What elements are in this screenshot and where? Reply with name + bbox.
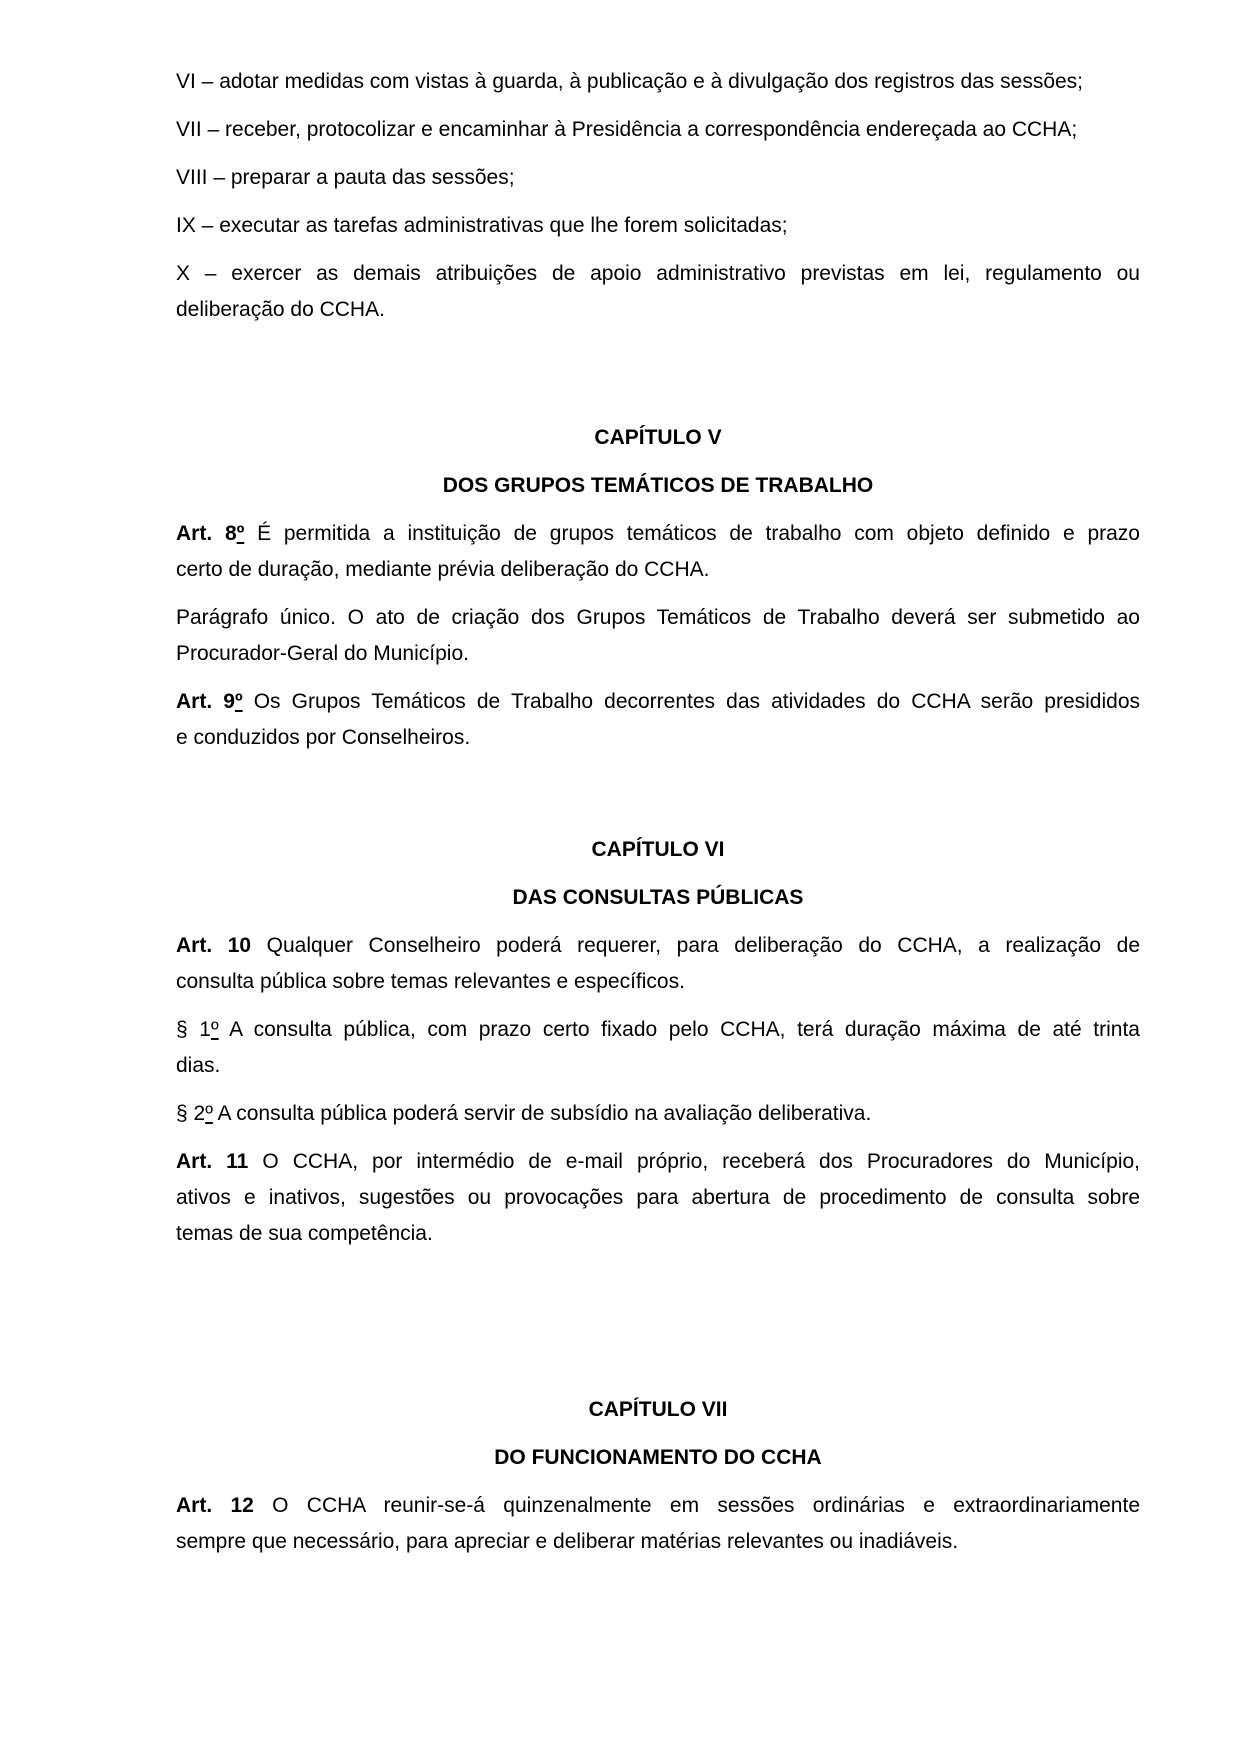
text-line: temas de sua competência. [176, 1222, 433, 1245]
text-line: Procurador-Geral do Município. [176, 642, 469, 665]
text-run: A consulta pública, com prazo certo fixado pelo CCHA, terá duração máxima de até trinta [218, 1018, 1140, 1041]
paragraph-2-clause [176, 1096, 1140, 1132]
vertical-spacer [176, 340, 1140, 420]
article-10-label: Art. 10 [176, 934, 252, 957]
list-item-vii: VII – receber, protocolizar e encaminhar à Presidência a correspondência endereçada ao CCHA; [176, 118, 1078, 141]
article-12-label: Art. 12 [176, 1494, 254, 1517]
text-run: É permitida a instituição de grupos temáticos de trabalho com objeto definido e prazo [244, 522, 1140, 545]
text-line: sempre que necessário, para apreciar e deliberar matérias relevantes ou inadiáveis. [176, 1530, 959, 1553]
ordinal-indicator: º [210, 1018, 219, 1041]
text-run: O CCHA, por intermédio de e-mail próprio, receberá dos Procuradores do Município, [248, 1150, 1141, 1173]
text-line: consulta pública sobre temas relevantes e específicos. [176, 970, 685, 993]
text-line: X – exercer as demais atribuições de apoio administrativo previstas em lei, regulamento ou [176, 262, 1140, 285]
text-line: certo de duração, mediante prévia deliberação do CCHA. [176, 558, 710, 581]
chapter-6-title: CAPÍTULO VI [591, 838, 725, 861]
text-run: A consulta pública poderá servir de subsídio na avaliação deliberativa. [212, 1102, 872, 1125]
text-line: e conduzidos por Conselheiros. [176, 726, 471, 749]
paragraph-2-label: § 2 [176, 1102, 206, 1125]
text-line [176, 1488, 1140, 1524]
text-line: Parágrafo único. O ato de criação dos Grupos Temáticos de Trabalho deverá ser submetido ao [176, 606, 1140, 629]
vertical-spacer [176, 768, 1140, 832]
article-9-paragraph [176, 684, 1140, 756]
sole-paragraph [176, 600, 1140, 672]
text-run: O CCHA reunir-se-á quinzenalmente em sessões ordinárias e extraordinariamente [253, 1494, 1140, 1517]
list-item-x [176, 256, 1140, 328]
chapter-6-subtitle: DAS CONSULTAS PÚBLICAS [512, 886, 804, 909]
text-line [176, 684, 1140, 720]
text-line [176, 1012, 1140, 1048]
paragraph-1-clause [176, 1012, 1140, 1084]
article-10-paragraph [176, 928, 1140, 1000]
article-9-label: Art. 9 [176, 690, 235, 713]
article-12-paragraph [176, 1488, 1140, 1560]
ordinal-indicator: º [205, 1102, 213, 1125]
list-item-vi: VI – adotar medidas com vistas à guarda, à publicação e à divulgação dos registros das sessões; [176, 70, 1084, 93]
paragraph-1-label: § 1 [176, 1018, 211, 1041]
article-8-paragraph [176, 516, 1140, 588]
text-line: dias. [176, 1054, 221, 1077]
list-item-ix: IX – executar as tarefas administrativas que lhe forem solicitadas; [176, 214, 788, 237]
text-run: Qualquer Conselheiro poderá requerer, para deliberação do CCHA, a realização de [251, 934, 1141, 957]
ordinal-indicator: º [236, 522, 245, 545]
article-11-paragraph [176, 1144, 1140, 1252]
text-line [176, 516, 1140, 552]
chapter-7-subtitle: DO FUNCIONAMENTO DO CCHA [494, 1446, 822, 1469]
text-line [176, 1144, 1140, 1180]
vertical-spacer [176, 1264, 1140, 1392]
article-8-label: Art. 8 [176, 522, 237, 545]
text-line: deliberação do CCHA. [176, 298, 385, 321]
text-line [176, 928, 1140, 964]
text-run: Os Grupos Temáticos de Trabalho decorrentes das atividades do CCHA serão presididos [242, 690, 1141, 713]
chapter-5-subtitle: DOS GRUPOS TEMÁTICOS DE TRABALHO [442, 474, 874, 497]
list-item-viii: VIII – preparar a pauta das sessões; [176, 166, 515, 189]
text-line: ativos e inativos, sugestões ou provocações para abertura de procedimento de consulta sobre [176, 1186, 1140, 1209]
text-line [176, 1096, 1140, 1132]
chapter-7-title: CAPÍTULO VII [588, 1398, 728, 1421]
ordinal-indicator: º [234, 690, 243, 713]
chapter-5-title: CAPÍTULO V [594, 426, 722, 449]
article-11-label: Art. 11 [176, 1150, 249, 1173]
